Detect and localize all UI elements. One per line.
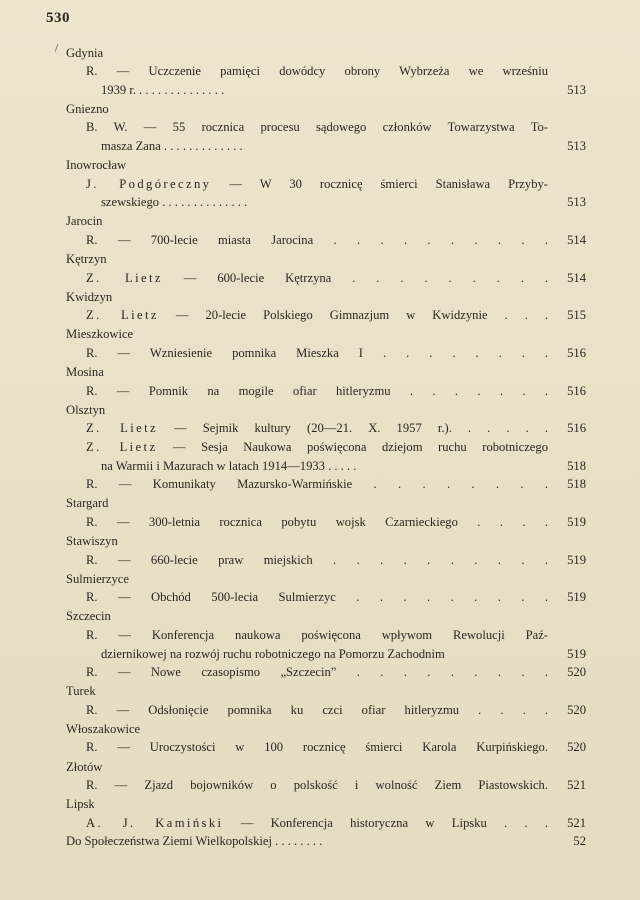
place-heading: Włoszakowice [66,721,141,736]
entry-page-number: 516 [567,383,586,398]
entry-page-number: 520 [567,702,586,717]
entry-page-number: 521 [567,815,586,830]
entry-page-number: 520 [567,740,586,755]
entry-line [86,588,548,607]
toc-entry [66,738,586,757]
entry-text: — W 30 rocznicę śmierci Stanisława Przyby- [229,176,548,191]
entry-page-number: 519 [567,590,586,605]
entry-line [86,419,548,438]
entry-text: R. — 300-letnia rocznica pobytu wojsk Czarnieckiego . . . . [86,514,548,529]
entry-text: R. — Nowe czasopismo „Szczecin” . . . . . . . . . [86,665,548,680]
entry-line [86,118,548,137]
place-heading: Gdynia [66,45,104,60]
entry-line [86,193,548,212]
pencil-mark [55,44,59,52]
place-heading: Mieszkowice [66,327,134,342]
entry-text: B. W. — 55 rocznica procesu sądowego członków Towarzystwa To- [86,120,548,135]
entry-line [86,81,548,100]
place-heading: Gniezno [66,101,109,116]
toc-entry [66,118,586,155]
place-heading: Złotów [66,759,103,774]
toc-entry [66,269,586,288]
place-heading: Jarocin [66,214,103,229]
entry-text: szewskiego . . . . . . . . . . . . . . [101,195,248,210]
entry-author: Z. Lietz [86,308,159,323]
toc-entry [66,306,586,325]
place-heading: Mosina [66,365,104,380]
entry-text: — Konferencja historyczna w Lipsku . . . [240,815,548,830]
entry-line [86,382,548,401]
entry-page-number: 519 [567,646,586,661]
entry-line [86,438,548,457]
toc-entry [66,776,586,795]
toc-entry [66,438,586,475]
entry-line [86,701,548,720]
place-heading: Kętrzyn [66,252,107,267]
entry-line [86,645,548,664]
place-heading: Inowrocław [66,158,127,173]
entry-line [86,513,548,532]
place-heading: Lipsk [66,797,95,812]
entry-text: — 20-lecie Polskiego Gimnazjum w Kwidzynie . . . [175,308,548,323]
toc-entry [66,814,586,833]
entry-page-number: 514 [567,232,586,247]
entry-text: dziernikowej na rozwój ruchu robotniczego na Pomorzu Zachodnim [101,646,445,661]
entry-author: Z. Lietz [86,439,158,454]
entry-page-number: 52 [573,834,586,849]
entry-line [86,457,548,476]
toc-entry [66,513,586,532]
entry-author: A. J. Kamiński [86,815,224,830]
entry-text: R. — Odsłonięcie pomnika ku czci ofiar hitleryzmu . . . . [86,702,548,717]
entry-text: R. — Pomnik na mogile ofiar hitleryzmu . . . . . . . [86,383,548,398]
entry-page-number: 518 [567,458,586,473]
toc-entry [66,419,586,438]
place-heading: Stawiszyn [66,533,118,548]
entry-author: Z. Lietz [86,421,158,436]
entry-line [86,231,548,250]
entry-text: na Warmii i Mazurach w latach 1914—1933 . . . . . [101,458,357,473]
entry-text: — 600-lecie Kętrzyna . . . . . . . . . [183,270,548,285]
entry-text: R. — Wzniesienie pomnika Mieszka I . . . . . . . . [86,346,548,360]
entry-line [86,475,548,494]
entry-page-number: 516 [567,346,586,360]
entry-text: R. — Uroczystości w 100 rocznicę śmierci Karola Kurpińskiego. [86,740,548,755]
place-heading: Sulmierzyce [66,571,129,586]
entry-page-number: 519 [567,514,586,529]
entry-line [86,137,548,156]
entry-page-number: 513 [567,195,586,210]
entry-author: J. Podgóreczny [86,176,212,191]
toc-entry [66,663,586,682]
entry-text: R. — Obchód 500-lecia Sulmierzyc . . . . . . . . . [86,590,548,605]
entry-page-number: 520 [567,665,586,680]
entry-line [86,663,548,682]
entry-line [86,551,548,570]
entry-line [86,776,548,795]
entry-author: Z. Lietz [86,270,163,285]
entry-line [86,269,548,288]
toc-entry [66,175,586,212]
entry-line [86,814,548,833]
entry-text: R. — Konferencja naukowa poświęcona wpływom Rewolucji Paź- [86,627,548,642]
entry-page-number: 515 [567,308,586,323]
entry-line [86,62,548,81]
toc-entry [66,62,586,99]
toc-entry [66,588,586,607]
place-heading: Turek [66,684,96,699]
entry-page-number: 514 [567,270,586,285]
entry-page-number: 519 [567,552,586,567]
entry-line [86,626,548,645]
toc-entry [66,231,586,250]
entry-line [86,344,548,363]
table-of-contents [66,43,586,851]
place-heading: Olsztyn [66,402,106,417]
place-heading: Szczecin [66,609,111,624]
entry-line [86,306,548,325]
entry-text: R. — 660-lecie praw miejskich . . . . . . . . . . [86,552,548,567]
entry-line [86,175,548,194]
entry-text: R. — Komunikaty Mazursko-Warmińskie . . . . . . . . [86,477,548,492]
toc-entry [66,344,586,363]
entry-page-number: 516 [567,421,586,436]
toc-entry [66,626,586,663]
toc-entry [66,475,586,494]
place-heading: Kwidzyn [66,289,113,304]
entry-line [86,738,548,757]
entry-text: 1939 r. . . . . . . . . . . . . . . [101,82,225,97]
entry-text: — Sejmik kultury (20—21. X. 1957 r.). . . . . . [174,421,548,436]
entry-text: R. — Zjazd bojowników o polskość i wolność Ziem Piastowskich. [86,778,548,793]
place-heading: Stargard [66,496,109,511]
toc-entry-final [66,832,586,851]
toc-entry [66,701,586,720]
toc-entry [66,551,586,570]
entry-text: R. — Uczczenie pamięci dowódcy obrony Wybrzeża we wrześniu [86,64,548,79]
entry-page-number: 513 [567,82,586,97]
entry-page-number: 513 [567,138,586,153]
page-number: 530 [46,10,70,26]
entry-text: R. — 700-lecie miasta Jarocina . . . . . . . . . . [86,232,548,247]
entry-page-number: 518 [567,477,586,492]
entry-text: Do Społeczeństwa Ziemi Wielkopolskiej . . . . . . . . [66,834,323,849]
toc-entry [66,382,586,401]
entry-text: — Sesja Naukowa poświęcona dziejom ruchu robotniczego [172,439,548,454]
entry-page-number: 521 [567,778,586,793]
entry-text: masza Zana . . . . . . . . . . . . . [101,138,243,153]
